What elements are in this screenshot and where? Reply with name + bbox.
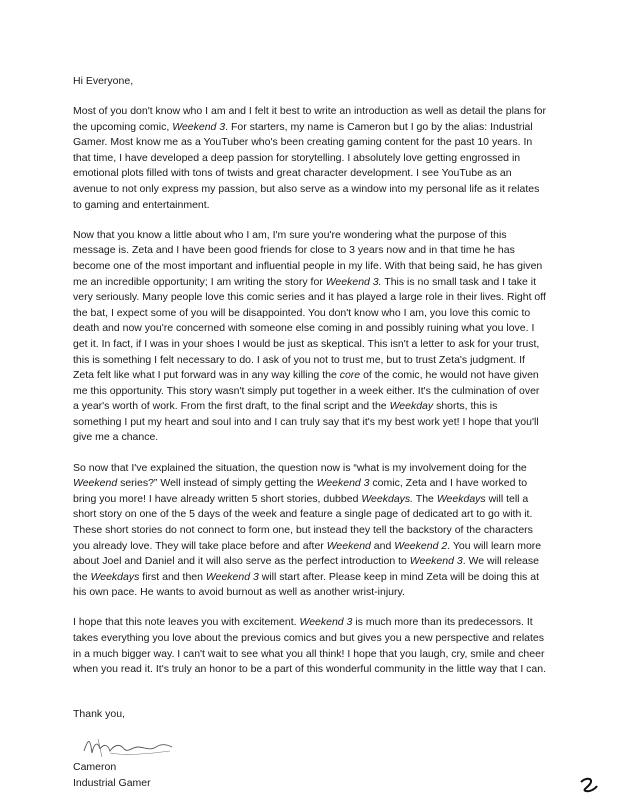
italic-run: Weekend 3 — [172, 120, 226, 133]
italic-run: Weekend 3 — [409, 555, 463, 568]
text-run: This is no small task and I take it very seriously. Many people love this comic series and it has played a large role in their lives. Right off the bat, I expect some of you will be disappointed. You don't know who I am, you love this comic to death and now you're concerned with someone else coming in and possibly ruining what you love. I get it. In fact, if I was in your shoes I would be just as skeptical. This isn't a letter to ask for your trust, this is something I felt necessary to do. I ask of you not to trust me, but to trust Zeta's judgment. If Zeta felt like what I put forward was in any way killing the — [73, 275, 546, 382]
text-run: of the comic, he would not have given me this opportunity. This story wasn't simply put together in a week either. It's the culmination of over a year's worth of work. From the first draft, to the final script and the — [73, 369, 540, 413]
signer-alias: Industrial Gamer — [73, 777, 151, 789]
text-run: series?” Well instead of simply getting the — [117, 477, 317, 490]
italic-run: Weekend 3 — [299, 616, 353, 629]
italic-run: Weekend — [326, 539, 371, 552]
text-run: comic, Zeta and I have worked to bring you more! I have already written 5 short stories, dubbed — [73, 477, 528, 505]
text-run: Now that you know a little about who I am, I'm sure you're wondering what the purpose of this message is. Zeta and I have been good friends for close to 3 years now and in that time he has become one of the most important and influential people in my life. With that being said, he has given me an incredible opportunity; I am writing the story for — [73, 228, 543, 288]
italic-run: Weekend — [73, 477, 118, 490]
italic-run: Weekdays — [90, 570, 140, 583]
italic-run: Weekdays. — [361, 492, 414, 505]
text-run: . For starters, my name is Cameron but I go by the alias: Industrial Gamer. Most know me as a YouTuber who's been creating gaming content for the past 10 years. In that time, I have developed a deep passion for storytelling. I absolutely love getting engrossed in emotional plots filled with tons of twists and great character development. I see YouTube as an avenue to not only express my passion, but also serve as a window into my personal life as it relates to gaming and entertainment. — [73, 120, 540, 211]
text-run: shorts, this is something I put my heart and soul into and I can truly say that it's my best work yet! I hope that you'll give me a chance. — [73, 400, 539, 444]
paragraphs — [73, 104, 548, 678]
paragraph — [73, 461, 548, 601]
italic-run: Weekdays — [436, 492, 486, 505]
closing: Thank you, — [73, 708, 125, 720]
paragraph — [73, 615, 548, 677]
text-run: Most of you don't know who I am and I felt it best to write an introduction as well as detail the plans for the upcoming comic, — [73, 105, 547, 133]
text-run: and — [370, 539, 395, 552]
signature-icon — [80, 733, 175, 761]
italic-run: Weekend 3 — [316, 477, 370, 490]
text-run: . We will release the — [73, 555, 539, 583]
italic-run: Weekend 2 — [394, 539, 448, 552]
italic-run: Weekday — [389, 400, 434, 413]
scribble-mark-icon — [578, 776, 600, 794]
text-run: I hope that this note leaves you with excitement. — [73, 616, 300, 629]
text-run: will tell a short story on one of the 5 days of the week and feature a single page of dedicated art to go with it. These short stories do not connect to form one, but instead they tell the backstory of the characters you already love. They will take place before and after — [73, 492, 533, 552]
italic-run: Weekend 3. — [325, 275, 382, 288]
text-run: So now that I've explained the situation, the question now is “what is my involvement doing for the — [73, 461, 527, 474]
paragraph — [73, 104, 548, 213]
paragraph — [73, 228, 548, 446]
greeting: Hi Everyone, — [73, 75, 134, 87]
italic-run: Weekend 3 — [205, 570, 259, 583]
italic-run: core — [339, 369, 361, 382]
text-run: . You will learn more about Joel and Daniel and it will also serve as the perfect introduction to — [73, 539, 542, 568]
text-run: will start after. Please keep in mind Zeta will be doing this at his own pace. He wants to avoid burnout as well as another wrist-injury. — [73, 570, 539, 599]
signer-name: Cameron — [73, 761, 117, 773]
text-run: The — [413, 492, 437, 505]
text-run: is much more than its predecessors. It takes everything you love about the previous comics and but gives you a new perspective and relates in a much bigger way. I can't wait to see what you all think! I hope that you laugh, cry, smile and cheer when you read it. It's truly an honor to be a part of this wonderful community in the little way that I can. — [73, 616, 546, 676]
letter-body — [73, 60, 548, 678]
text-run: first and then — [139, 570, 206, 583]
